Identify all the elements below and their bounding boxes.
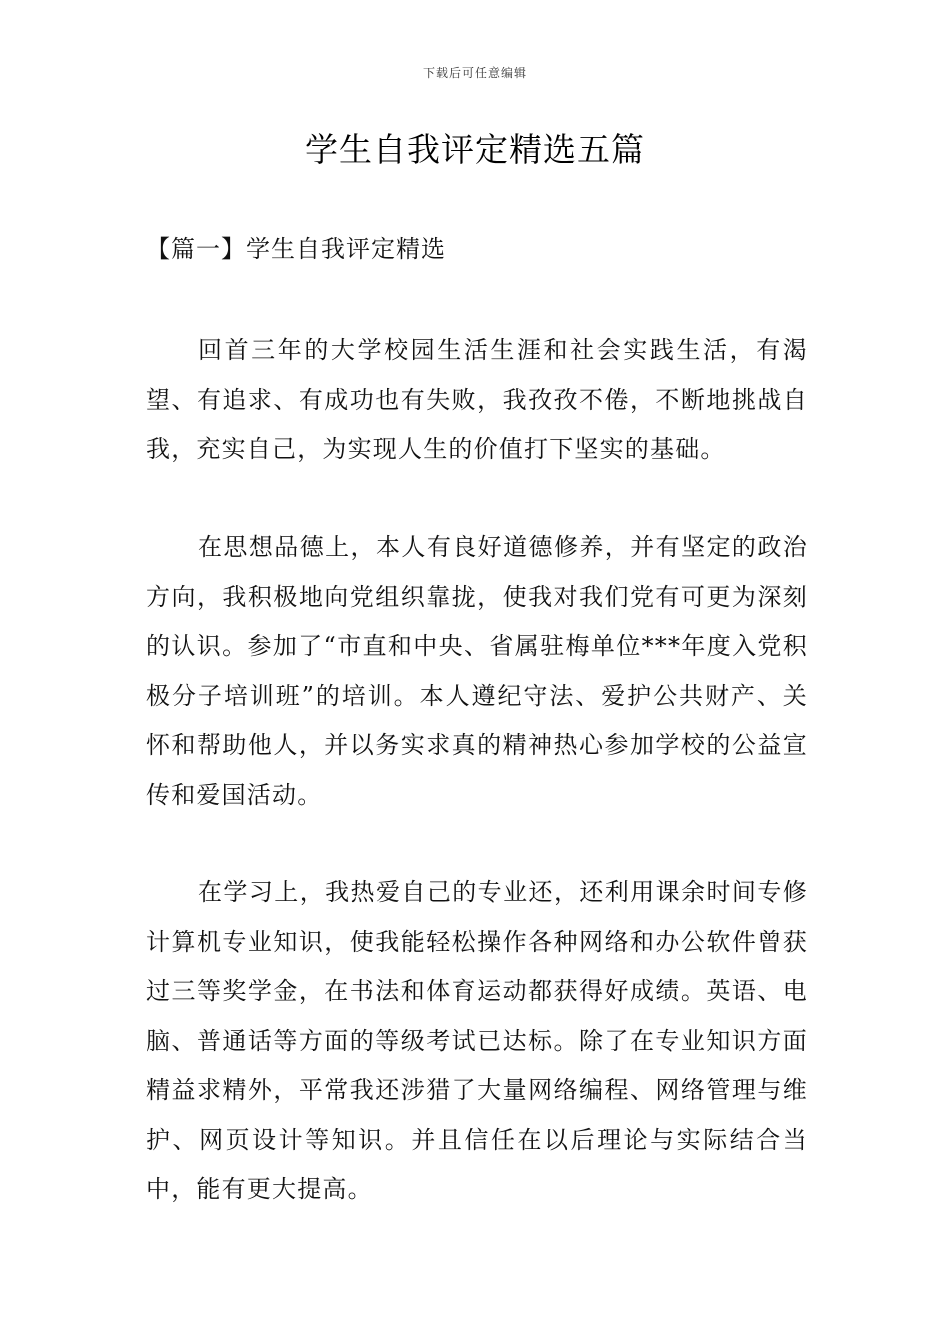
- paragraph-2: 在思想品德上，本人有良好道德修养，并有坚定的政治方向，我积极地向党组织靠拢，使我对我们党有可更为深刻的认识。参加了“市直和中央、省属驻梅单位***年度入党积极分子培训班”的培训。本人遵纪守法、爱护公共财产、关怀和帮助他人，并以务实求真的精神热心参加学校的公益宣传和爱国活动。: [146, 533, 808, 809]
- paragraph-block: [146, 868, 808, 1215]
- paragraph-block: [146, 523, 808, 820]
- paragraph-3: 在学习上，我热爱自己的专业还，还利用课余时间专修计算机专业知识，使我能轻松操作各种网络和办公软件曾获过三等奖学金，在书法和体育运动都获得好成绩。英语、电脑、普通话等方面的等级考试已达标。除了在专业知识方面精益求精外，平常我还涉猎了大量网络编程、网络管理与维护、网页设计等知识。并且信任在以后理论与实际结合当中，能有更大提高。: [146, 878, 808, 1203]
- paragraph-block: [146, 326, 808, 475]
- paragraph-1: 回首三年的大学校园生活生涯和社会实践生活，有渴望、有追求、有成功也有失败，我孜孜不倦，不断地挑战自我，充实自己，为实现人生的价值打下坚实的基础。: [146, 336, 808, 463]
- document-title: 学生自我评定精选五篇: [305, 130, 645, 169]
- header-note: 下载后可任意编辑: [422, 66, 527, 80]
- section-heading: 【篇一】学生自我评定精选: [146, 235, 446, 263]
